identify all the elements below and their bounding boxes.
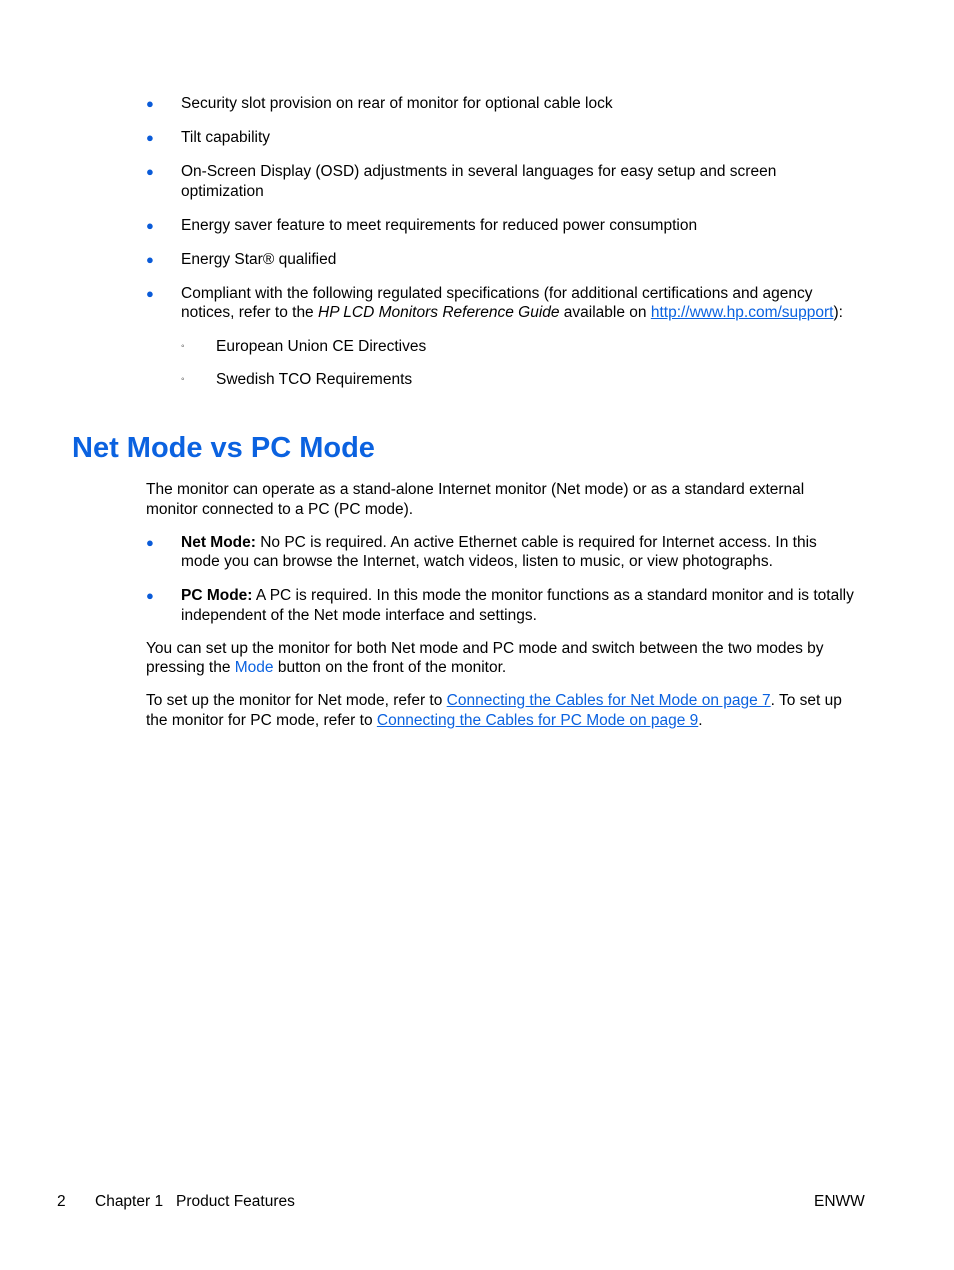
bullet-icon: ● — [146, 251, 154, 267]
sub-item-text: European Union CE Directives — [216, 337, 427, 355]
paragraph-text: . To set up the monitor for PC mode, refer to — [146, 692, 842, 729]
list-item — [146, 162, 846, 201]
net-mode-label: Net Mode: — [181, 533, 256, 551]
sub-item-text: Swedish TCO Requirements — [216, 371, 413, 388]
feature-text: On-Screen Display (OSD) adjustments in several languages for easy setup and screen optimization — [181, 163, 777, 200]
list-item — [146, 586, 856, 625]
bullet-icon: ● — [146, 217, 154, 233]
spec-sublist — [181, 337, 846, 390]
bullet-icon: ● — [146, 164, 154, 179]
net-mode-cables-link[interactable]: Connecting the Cables for Net Mode on page 7 — [446, 692, 771, 709]
setup-paragraph — [146, 691, 856, 730]
list-item — [146, 94, 846, 114]
bullet-icon: ● — [146, 285, 154, 301]
paragraph-text: To set up the monitor for Net mode, refer to — [146, 692, 447, 709]
bullet-icon: ● — [146, 130, 154, 145]
hp-support-link[interactable]: http://www.hp.com/support — [650, 304, 834, 321]
feature-list — [146, 94, 846, 404]
list-item — [146, 128, 846, 148]
feature-text: Energy saver feature to meet requirements for reduced power consumption — [181, 216, 698, 234]
net-mode-text: No PC is required. An active Ethernet cable is required for Internet access. In this mode you can browse the Internet, watch videos, listen to music, or view photographs. — [181, 533, 817, 570]
sublist-item — [181, 337, 846, 357]
feature-text: available on — [559, 304, 651, 321]
list-item — [146, 533, 856, 572]
list-item — [146, 284, 846, 390]
reference-guide-title: HP LCD Monitors Reference Guide — [318, 304, 560, 321]
feature-text: Security slot provision on rear of monitor for optional cable lock — [181, 95, 613, 112]
mode-switch-paragraph — [146, 639, 856, 678]
section-heading: Net Mode vs PC Mode — [72, 432, 375, 464]
feature-text: Compliant with the following regulated specifications (for additional certifications and agency notices, refer to the — [181, 284, 813, 321]
pc-mode-label: PC Mode: — [181, 587, 253, 604]
page-number: 2 — [57, 1193, 66, 1210]
sub-bullet-icon: ◦ — [181, 340, 185, 352]
section-body — [146, 480, 856, 744]
sub-bullet-icon: ◦ — [181, 374, 185, 385]
bullet-icon: ● — [146, 534, 154, 550]
mode-list — [146, 533, 856, 626]
list-item — [146, 216, 846, 236]
paragraph-text: button on the front of the monitor. — [273, 659, 507, 676]
paragraph-text: . — [698, 711, 703, 729]
bullet-icon: ● — [146, 96, 154, 111]
feature-text: Energy Star® qualified — [181, 250, 337, 268]
document-code: ENWW — [814, 1193, 865, 1210]
feature-text: ): — [833, 304, 843, 321]
pc-mode-cables-link[interactable]: Connecting the Cables for PC Mode on page 9 — [376, 711, 699, 729]
mode-button-name: Mode — [234, 659, 274, 676]
intro-paragraph: The monitor can operate as a stand-alone Internet monitor (Net mode) or as a standard external monitor connected to a PC (PC mode). — [146, 481, 805, 518]
pc-mode-text: A PC is required. In this mode the monitor functions as a standard monitor and is totally independent of the Net mode interface and settings. — [181, 587, 854, 624]
chapter-title: Chapter 1 Product Features — [95, 1193, 295, 1210]
bullet-icon: ● — [146, 588, 154, 603]
feature-text: Tilt capability — [181, 129, 271, 146]
list-item — [146, 250, 846, 270]
paragraph-text: You can set up the monitor for both Net mode and PC mode and switch between the two modes by pressing the — [146, 639, 824, 676]
sublist-item — [181, 370, 846, 390]
